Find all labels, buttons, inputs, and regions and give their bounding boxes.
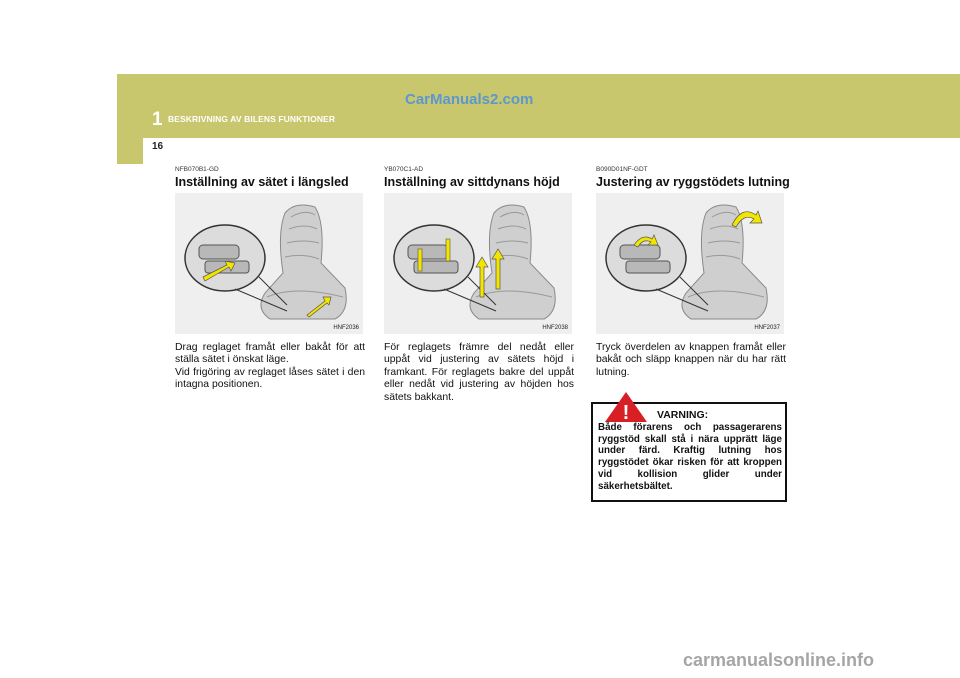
- section-code: B090D01NF-GDT: [596, 166, 648, 173]
- section-code: NFB070B1-GD: [175, 166, 219, 173]
- page-number: 16: [152, 141, 164, 152]
- paragraph: För reglagets främre del nedåt eller uppåt vid justering av sätets höjd i framkant. För reglagets bakre del uppåt eller nedåt vid justering av höjden hos sätets bakkant.: [384, 342, 574, 403]
- paragraph: Drag reglaget framåt eller bakåt för att ställa sätet i önskat läge.: [175, 342, 365, 366]
- warning-box: [591, 402, 787, 502]
- svg-text:!: !: [622, 402, 630, 422]
- section-cushion-height: [384, 166, 574, 404]
- footer-watermark[interactable]: carmanualsonline.info: [683, 650, 875, 670]
- paragraph: Vid frigöring av reglaget låses sätet i den intagna positionen.: [175, 366, 365, 391]
- seat-illustration: [384, 193, 572, 334]
- warning-triangle-icon: [605, 392, 647, 422]
- figure-code: HNF2036: [333, 325, 359, 331]
- section-heading: Justering av ryggstödets lutning: [596, 175, 790, 189]
- seat-illustration: [596, 193, 784, 334]
- chapter-title: BESKRIVNING AV BILENS FUNKTIONER: [168, 114, 336, 124]
- header-band: [117, 74, 960, 138]
- watermark-link[interactable]: CarManuals2.com: [405, 91, 534, 108]
- warning-title: VARNING:: [657, 409, 709, 421]
- section-seat-longitudinal: [175, 166, 365, 392]
- chapter-number: 1: [152, 109, 163, 130]
- figure-code: HNF2037: [754, 325, 780, 331]
- section-body: [596, 342, 786, 379]
- section-heading: Inställning av sittdynans höjd: [384, 175, 560, 189]
- figure-code: HNF2038: [542, 325, 568, 331]
- warning-text: Både förarens och passagerarens ryggstöd skall stå i nära upprätt läge under färd. Kraftig lutning hos ryggstödet ökar risken för att kroppen vid kollision glider under säkerhetsbältet.: [598, 422, 782, 492]
- section-heading: Inställning av sätet i längsled: [175, 175, 349, 189]
- seat-illustration: [175, 193, 363, 334]
- section-code: YB070C1-AD: [384, 166, 424, 173]
- section-body: [175, 342, 365, 392]
- page-number-tab: [117, 138, 143, 164]
- paragraph: Tryck överdelen av knappen framåt eller bakåt och släpp knappen när du har rätt lutning.: [596, 342, 786, 378]
- section-backrest-angle: [596, 166, 790, 379]
- section-body: [384, 342, 574, 404]
